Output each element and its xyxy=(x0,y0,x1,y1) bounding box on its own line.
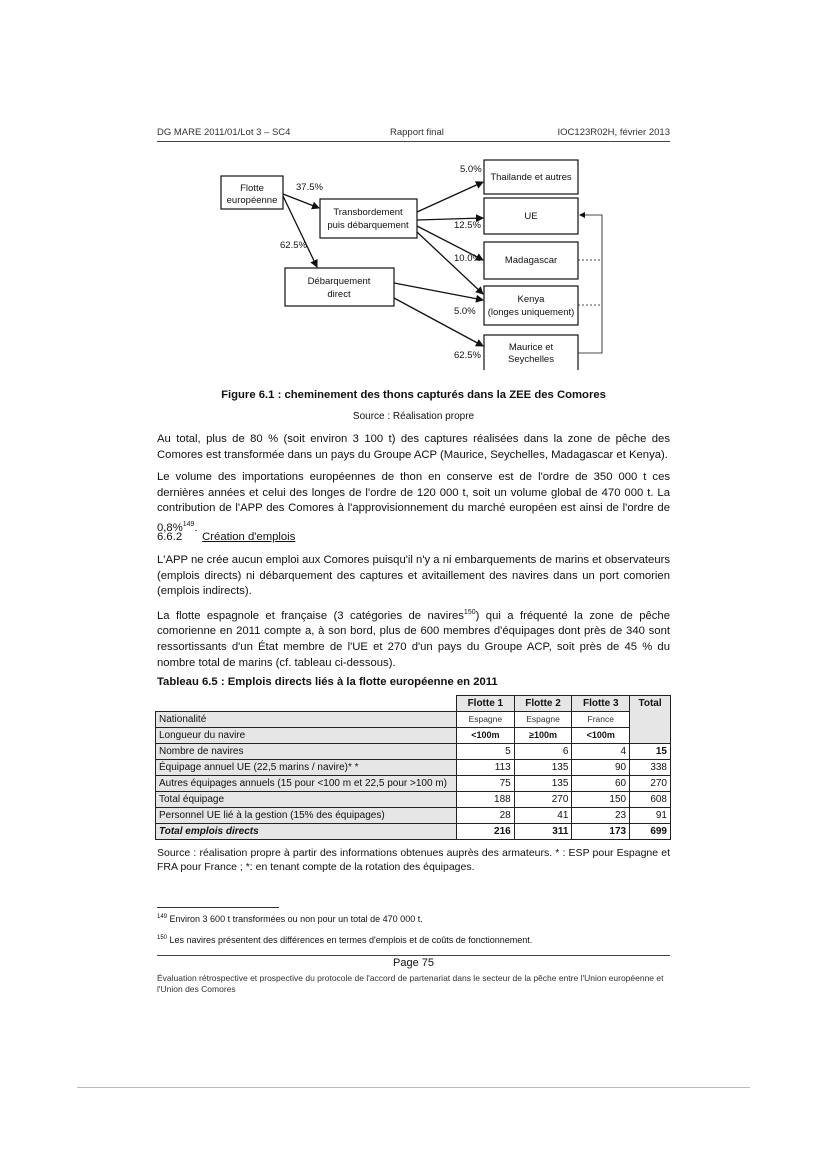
pct-madagascar: 10.0% xyxy=(454,253,481,264)
cell-longueur-2: ≥100m xyxy=(514,728,572,744)
cell-nationalite-1: Espagne xyxy=(457,712,515,728)
label-maurice-2: Seychelles xyxy=(508,354,554,365)
cell-total: 699 xyxy=(630,824,671,840)
figure-caption: Figure 6.1 : cheminement des thons capturés dans la ZEE des Comores xyxy=(221,389,606,401)
cell-value: 113 xyxy=(457,760,515,776)
row-label: Total équipage xyxy=(156,792,457,808)
pct-transbord: 37.5% xyxy=(296,182,323,193)
pct-kenya: 5.0% xyxy=(454,306,476,317)
footnote-150 xyxy=(157,935,532,945)
paragraph-2-end: . xyxy=(194,521,198,534)
cell-total: 15 xyxy=(630,744,671,760)
arrow-debarq-kenya xyxy=(394,283,483,300)
label-maurice-1: Maurice et xyxy=(508,342,554,353)
paragraph-2-text: Le volume des importations européennes de thon en conserve est de l'ordre de 350 000 t ces dernières années et celui des longes de l'ordre de 120 000 t, soit un volume global de 470 000 t. La contribution de l'APP des Comores à l'approvisionnement du marché européen est ainsi de l'ordre de 0,8% xyxy=(157,471,670,534)
node-transbordement xyxy=(320,199,417,238)
label-madagascar: Madagascar xyxy=(504,255,558,266)
row-label: Autres équipages annuels (15 pour <100 m et 22,5 pour >100 m) xyxy=(156,776,457,792)
label-kenya-2: (longes uniquement) xyxy=(487,307,575,318)
cell-value: 188 xyxy=(457,792,515,808)
label-flotte-1: Flotte xyxy=(240,183,264,194)
pct-ue: 12.5% xyxy=(454,220,481,231)
paragraph-2 xyxy=(157,470,670,536)
col-header-flotte-1: Flotte 1 xyxy=(457,696,515,712)
footer-divider xyxy=(157,955,670,956)
cell-value: 23 xyxy=(572,808,630,824)
cell-total: 338 xyxy=(630,760,671,776)
label-transbord-1: Transbordement xyxy=(333,207,403,218)
table-row xyxy=(156,744,671,760)
cell-nationalite-3: France xyxy=(572,712,630,728)
cell-longueur-3: <100m xyxy=(572,728,630,744)
label-thailande: Thailande et autres xyxy=(490,172,572,183)
emplois-table xyxy=(155,695,671,840)
cell-nationalite-2: Espagne xyxy=(514,712,572,728)
cell-value: 75 xyxy=(457,776,515,792)
footnote-text: Environ 3 600 t transformées ou non pour un total de 470 000 t. xyxy=(169,914,423,924)
cell-value: 41 xyxy=(514,808,572,824)
node-kenya xyxy=(484,286,578,325)
header-divider xyxy=(157,141,670,142)
section-title: Création d'emplois xyxy=(202,531,296,543)
table-caption: Tableau 6.5 : Emplois directs liés à la flotte européenne en 2011 xyxy=(157,676,498,688)
page-bottom-divider xyxy=(77,1087,750,1088)
label-transbord-2: puis débarquement xyxy=(327,220,409,231)
cell-value: 173 xyxy=(572,824,630,840)
label-ue: UE xyxy=(524,211,538,222)
section-number: 6.6.2 xyxy=(157,531,183,543)
paragraph-4 xyxy=(157,605,670,671)
pct-thailande: 5.0% xyxy=(460,164,482,175)
table-source: Source : réalisation propre à partir des informations obtenues auprès des armateurs. * : ESP pour Espagne et FRA pour France ; *: en tenant compte de la rotation des équipages. xyxy=(157,847,670,873)
cell-value: 60 xyxy=(572,776,630,792)
paragraph-1: Au total, plus de 80 % (soit environ 3 100 t) des captures réalisées dans la zone de pêche des Comores est transformée dans un pays du Groupe ACP (Maurice, Seychelles, Madagascar et Kenya). xyxy=(157,433,670,461)
cell-longueur-1: <100m xyxy=(457,728,515,744)
row-label: Personnel UE lié à la gestion (15% des équipages) xyxy=(156,808,457,824)
footnote-149 xyxy=(157,914,423,924)
footnote-ref-150[interactable]: 150 xyxy=(463,609,476,616)
pct-debarq: 62.5% xyxy=(280,240,307,251)
header-center: Rapport final xyxy=(390,127,444,138)
cell-value: 135 xyxy=(514,776,572,792)
cell-value: 4 xyxy=(572,744,630,760)
cell-value: 311 xyxy=(514,824,572,840)
section-heading xyxy=(157,531,295,543)
table-header-row xyxy=(156,696,671,712)
footnote-text: Les navires présentent des différences en termes d'emplois et de coûts de fonctionnement. xyxy=(169,935,533,945)
cell-total: 608 xyxy=(630,792,671,808)
row-label-longueur: Longueur du navire xyxy=(156,728,457,744)
cell-value: 28 xyxy=(457,808,515,824)
footnote-number: 149 xyxy=(157,914,168,920)
label-debarq-2: direct xyxy=(327,289,351,300)
figure-source: Source : Réalisation propre xyxy=(352,411,475,422)
arrow-flotte-debarq xyxy=(283,196,317,267)
footnote-divider xyxy=(157,907,279,908)
cell-value: 135 xyxy=(514,760,572,776)
cell-value: 270 xyxy=(514,792,572,808)
table-row xyxy=(156,792,671,808)
cell-value: 5 xyxy=(457,744,515,760)
cell-total: 91 xyxy=(630,808,671,824)
table-row xyxy=(156,776,671,792)
cell-value: 90 xyxy=(572,760,630,776)
table-row xyxy=(156,808,671,824)
cell-total: 270 xyxy=(630,776,671,792)
cell-value: 150 xyxy=(572,792,630,808)
footer-text: Évaluation rétrospective et prospective du protocole de l'accord de partenariat dans le secteur de la pêche entre l'Union européenne et l'Union des Comores xyxy=(157,973,664,994)
label-kenya-1: Kenya xyxy=(517,294,545,305)
col-header-total: Total xyxy=(630,696,671,744)
label-debarq-1: Débarquement xyxy=(307,276,371,287)
row-label: Total emplois directs xyxy=(156,824,457,840)
table-row-nationalite xyxy=(156,712,671,728)
flow-diagram xyxy=(157,150,670,370)
header-left: DG MARE 2011/01/Lot 3 – SC4 xyxy=(157,127,291,138)
paragraph-4-text-b: ) qui a fréquenté la zone de pêche comorienne en 2011 compte a, à son bord, plus de 600 membres d'équipages dont près de 340 sont ressortissants d'un État membre de l'UE et 270 d'un pays du Groupe ACP, soit près de 45 % du nombre total de marins (cf. tableau ci-dessous). xyxy=(157,609,670,669)
table-row-total xyxy=(156,824,671,840)
arrow-to-thailande xyxy=(417,182,483,212)
cell-value: 216 xyxy=(457,824,515,840)
paragraph-3: L'APP ne crée aucun emploi aux Comores puisqu'il n'y a ni embarquements de marins et observateurs (emplois directs) ni débarquement des captures et avitaillement des navires dans un port comorien (emplois indirects). xyxy=(157,554,671,598)
col-header-flotte-2: Flotte 2 xyxy=(514,696,572,712)
feedback-line-maurice xyxy=(578,215,602,353)
label-flotte-2: européenne xyxy=(226,195,278,206)
col-header-flotte-3: Flotte 3 xyxy=(572,696,630,712)
row-label: Équipage annuel UE (22,5 marins / navire)* * xyxy=(156,760,457,776)
pct-maurice: 62.5% xyxy=(454,350,481,361)
row-label: Nombre de navires xyxy=(156,744,457,760)
table-corner xyxy=(156,696,457,712)
table-row-longueur xyxy=(156,728,671,744)
node-debarquement xyxy=(285,268,394,306)
table-row xyxy=(156,760,671,776)
header-right: IOC123R02H, février 2013 xyxy=(557,127,670,138)
row-label-nationalite: Nationalité xyxy=(156,712,457,728)
page-number: Page 75 xyxy=(393,957,434,969)
cell-value: 6 xyxy=(514,744,572,760)
footnote-number: 150 xyxy=(157,935,168,941)
footnote-ref-149[interactable]: 149 xyxy=(182,520,195,528)
paragraph-4-text-a: La flotte espagnole et française (3 catégories de navires xyxy=(157,609,464,622)
